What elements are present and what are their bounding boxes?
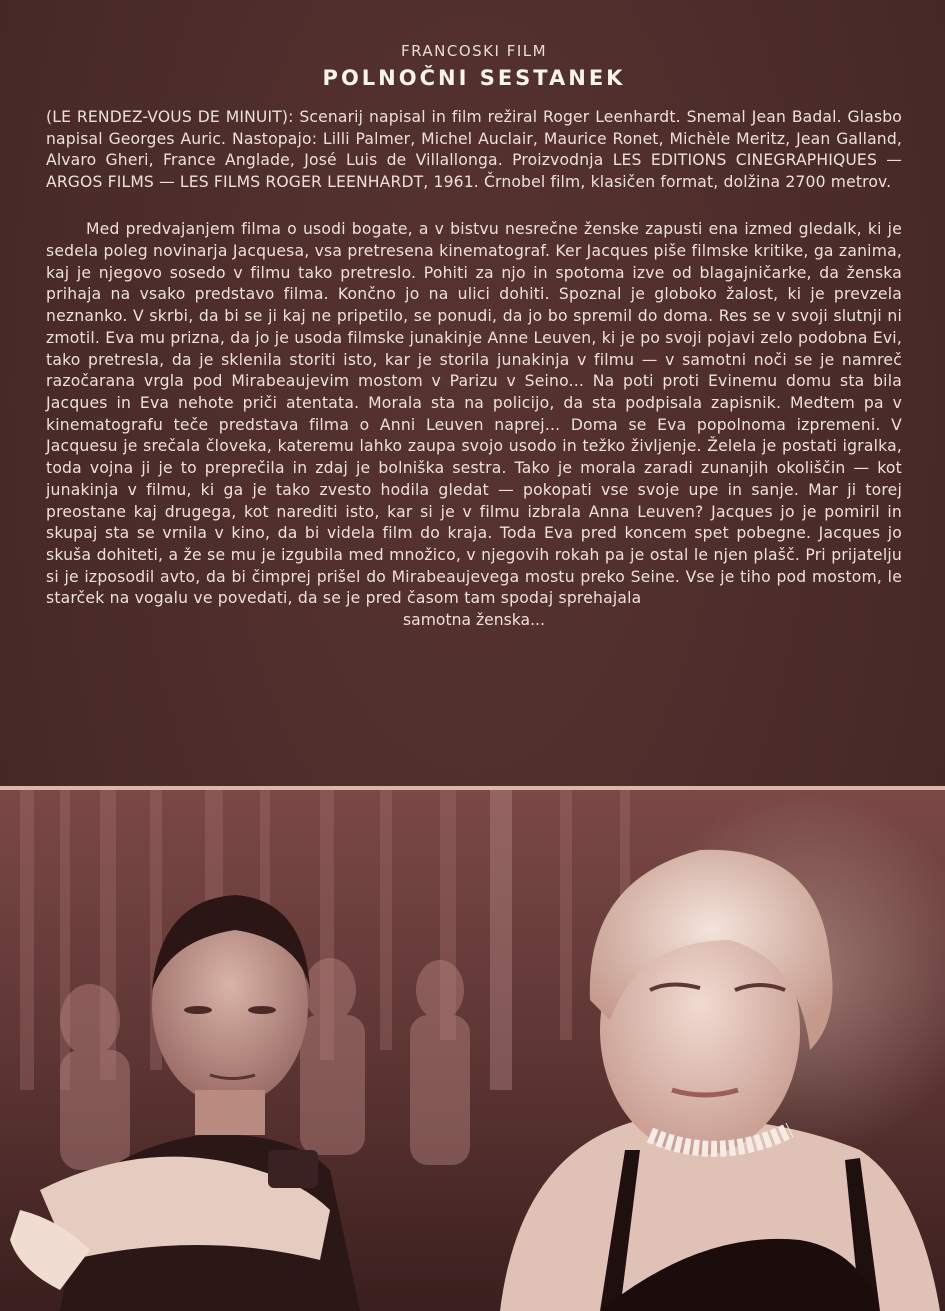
film-still-photo — [0, 786, 945, 1311]
synopsis-paragraph: Med predvajanjem filma o usodi bogate, a v bistvu nesrečne ženske zapusti ena izmed gledalk, ki je sedela poleg novinarja Jacquesa, vsa pretresena kinematograf. Ker Jacques piše filmske kritike, ga zanima, kaj je njegovo sosedo v filmu tako pretreslo. Pohiti za njo in spotoma izve od blagajničarke, da ženska prihaja na vsako predstavo filma. Končno jo na ulici dohiti. Spoznal je globoko žalost, ki je prevzela neznanko. V skrbi, da bi se ji kaj ne pripetilo, se ponudi, da jo bo spremil do doma. Res se v svoji slutnji ni zmotil. Eva mu prizna, da jo je usoda filmske junakinje Anne Leuven, ki je po svoji pojavi zelo podobna Evi, tako pretresla, da je sklenila storiti isto, kar je storila junakinja v filmu — v samotni noči se je namreč razočarana vrgla pod Mirabeaujevim mostom v Parizu v Seino... Na poti proti Evinemu domu sta bila Jacques in Eva nehote priči atentata. Morala sta na policijo, da sta podpisala zapisnik. Medtem pa v kinematografu teče predstava filma o Anni Leuven naprej... Doma se Eva popolnoma izpremeni. V Jacquesu je srečala človeka, kateremu lahko zaupa svojo usodo in težko življenje. Želela je postati igralka, toda vojna ji je to preprečila in zdaj je bolniška sestra. Tako je morala zaradi zunanjih okoliščin — kot junakinja v filmu, ki ga je tako zvesto hodila gledat — pokopati vse svoje upe in sanje. Mar ji torej preostane kaj drugega, kot narediti isto, kar si je v filmu izbrala Anna Leuven? Jacques jo je pomiril in skupaj sta se vrnila v kino, da bi videla film do kraja. Toda Eva pred koncem spet pobegne. Jacques jo skuša dohiteti, a že se mu je izgubila med množico, v njegovih rokah pa je ostal le njen plašč. Pri prijatelju si je izposodil avto, da bi čimprej prišel do Mirabeaujevega mostu preko Seine. Vse je tiho pod mostom, le starček na vogalu ve povedati, da se je pred časom tam spodaj sprehajala — [46, 220, 902, 608]
film-title: POLNOČNI SESTANEK — [322, 66, 626, 90]
film-still-illustration — [0, 790, 945, 1311]
synopsis-closing-line: samotna ženska... — [403, 611, 545, 630]
film-credits: (LE RENDEZ-VOUS DE MINUIT): Scenarij napisal in film režiral Roger Leenhardt. Snemal Jean Badal. Glasbo napisal Georges Auric. Nastopajo: Lilli Palmer, Michel Auclair, Maurice Ronet, Michèle Meritz, Jean Galland, Alvaro Gheri, France Anglade, José Luis de Villallonga. Proizvodnja LES EDITIONS CINEGRAPHIQUES — ARGOS FILMS — LES FILMS ROGER LEENHARDT, 1961. Črnobel film, klasičen format, dolžina 2700 metrov. — [46, 108, 902, 191]
section-kicker: FRANCOSKI FILM — [400, 42, 548, 60]
article — [46, 30, 902, 632]
